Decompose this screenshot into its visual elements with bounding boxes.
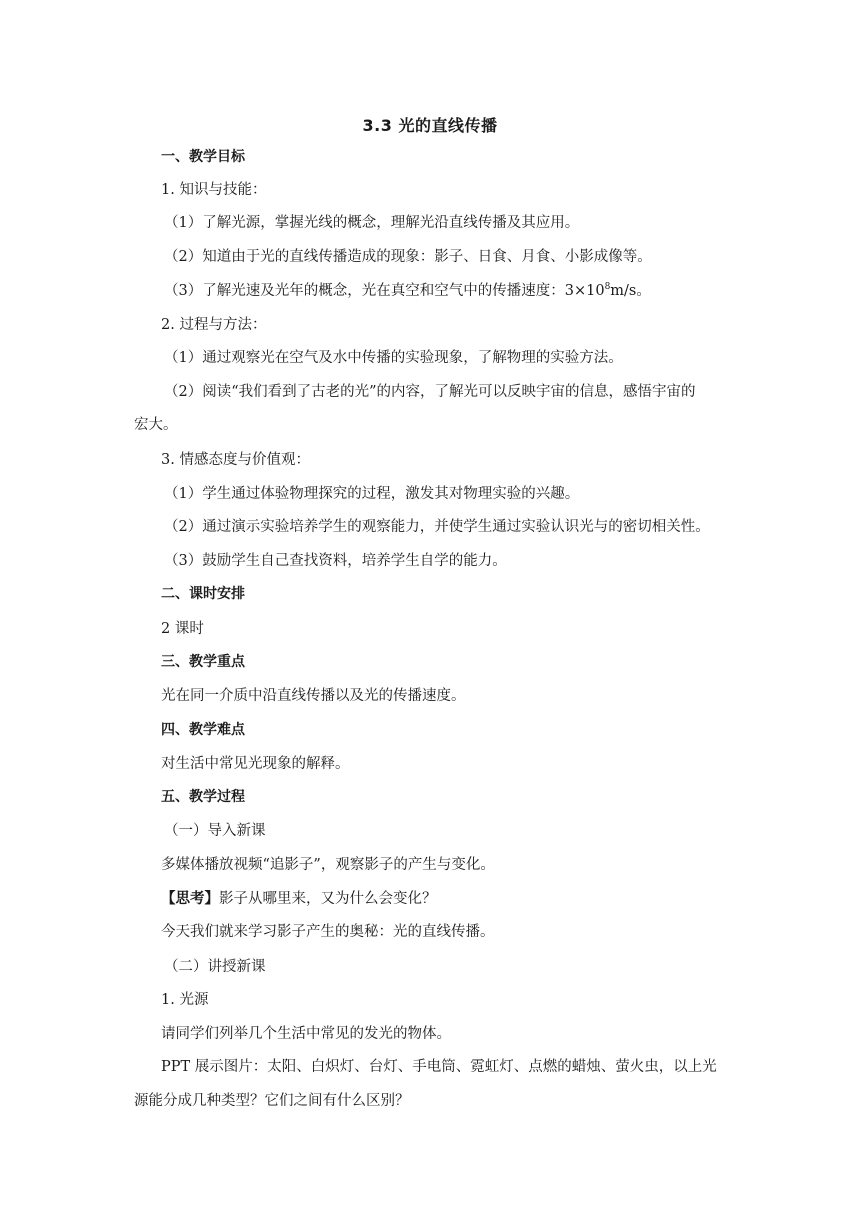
think-label: 【思考】	[161, 891, 219, 907]
paragraph-today: 今天我们就来学习影子产生的奥秘：光的直线传播。	[161, 924, 495, 940]
section-heading-schedule: 二、课时安排	[161, 586, 245, 602]
paragraph-list-objects: 请同学们列举几个生活中常见的发光的物体。	[161, 1026, 451, 1042]
subheading-new-lesson: （二）讲授新课	[164, 959, 266, 975]
subheading-introduction: （一）导入新课	[164, 823, 266, 839]
paragraph-goal-item-light-speed	[164, 281, 651, 301]
paragraph-goal-item: （3）鼓励学生自己查找资料，培养学生自学的能力。	[164, 553, 507, 569]
subheading-light-source: 1. 光源	[161, 992, 209, 1008]
paragraph-goal-item: （2）阅读“我们看到了古老的光”的内容，了解光可以反映宇宙的信息，感悟宇宙的	[164, 384, 696, 400]
paragraph-think	[161, 889, 437, 909]
light-speed-text: （3）了解光速及光年的概念，光在真空和空气中的传播速度：3×10	[164, 283, 605, 299]
document-title: 3.3 光的直线传播	[362, 116, 498, 135]
subheading-process-method: 2. 过程与方法：	[161, 317, 267, 333]
light-speed-unit: m/s。	[610, 283, 651, 299]
paragraph-schedule: 2 课时	[161, 621, 204, 637]
paragraph-difficulties: 对生活中常见光现象的解释。	[161, 756, 350, 772]
think-text: 影子从哪里来，又为什么会变化？	[219, 891, 437, 907]
paragraph-key-points: 光在同一介质中沿直线传播以及光的传播速度。	[161, 688, 466, 704]
subheading-knowledge-skills: 1. 知识与技能：	[161, 182, 267, 198]
paragraph-ppt: PPT 展示图片：太阳、白炽灯、台灯、手电筒、霓虹灯、点燃的蜡烛、萤火虫，以上光	[161, 1059, 717, 1075]
section-heading-teaching-goals: 一、教学目标	[161, 149, 245, 165]
section-heading-difficulties: 四、教学难点	[161, 722, 245, 738]
paragraph-goal-item: （1）学生通过体验物理探究的过程，激发其对物理实验的兴趣。	[164, 486, 580, 502]
paragraph-continuation: 源能分成几种类型？它们之间有什么区别？	[134, 1093, 410, 1109]
paragraph-video: 多媒体播放视频“追影子”，观察影子的产生与变化。	[161, 857, 495, 873]
section-heading-key-points: 三、教学重点	[161, 654, 245, 670]
light-speed-exponent: 8	[604, 282, 611, 292]
paragraph-goal-item: （2）通过演示实验培养学生的观察能力，并使学生通过实验认识光与的密切相关性。	[164, 519, 710, 535]
paragraph-goal-item: （1）了解光源，掌握光线的概念，理解光沿直线传播及其应用。	[164, 215, 580, 231]
paragraph-goal-item: （1）通过观察光在空气及水中传播的实验现象，了解物理的实验方法。	[164, 350, 623, 366]
section-heading-process: 五、教学过程	[161, 789, 245, 805]
subheading-attitude-values: 3. 情感态度与价值观：	[161, 452, 310, 468]
paragraph-goal-item: （2）知道由于光的直线传播造成的现象：影子、日食、月食、小影成像等。	[164, 249, 652, 265]
paragraph-continuation: 宏大。	[134, 417, 178, 433]
